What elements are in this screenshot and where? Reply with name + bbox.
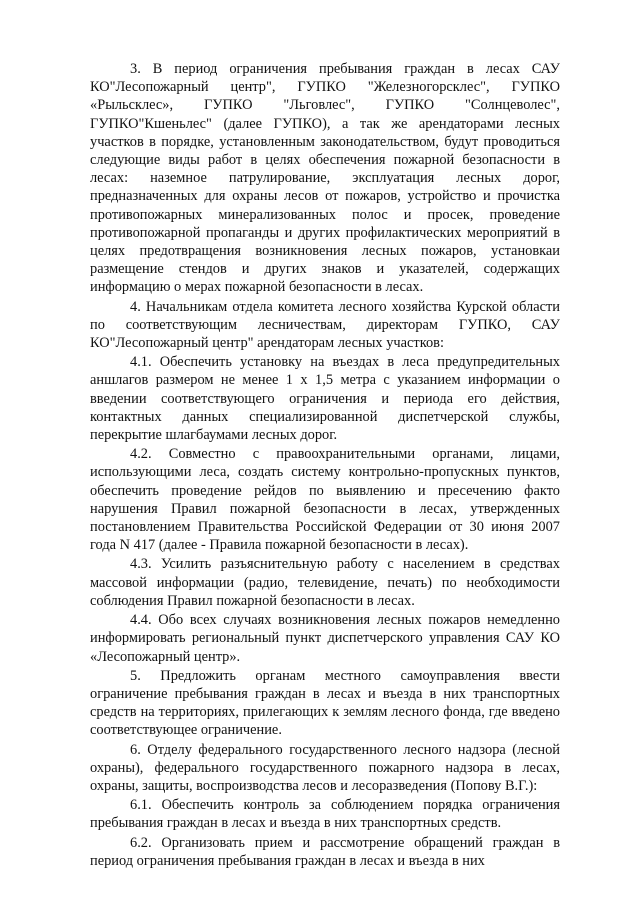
paragraph-4-4: 4.4. Обо всех случаях возникновения лесных пожаров немедленно информировать региональный пункт диспетчерского управления САУ КО «Лесопожарный центр». (90, 612, 560, 665)
paragraph-6-1: 6.1. Обеспечить контроль за соблюдением порядка ограничения пребывания граждан в лесах и въезда в них транспортных средств. (90, 797, 560, 832)
paragraph-5: 5. Предложить органам местного самоуправления ввести ограничение пребывания граждан в лесах и въезда в них транспортных средств на территориях, прилегающих к землям лесного фонда, где введено соответствующее ограничение. (90, 667, 560, 739)
paragraph-4-2: 4.2. Совместно с правоохранительными органами, лицами, использующими леса, создать систему контрольно-пропускных пунктов, обеспечить проведение рейдов по выявлению и пресечению факто нарушения Правил пожарной безопасности в лесах, утвержденных постановлением Правительства Российской Федерации от 30 июня 2007 года N 417 (далее - Правила пожарной безопасности в лесах). (90, 446, 560, 554)
document-body (90, 60, 560, 871)
paragraph-4: 4. Начальникам отдела комитета лесного хозяйства Курской области по соответствующим лесничествам, директорам ГУПКО, САУ КО"Лесопожарный центр" арендаторам лесных участков: (90, 298, 560, 352)
paragraph-6-2: 6.2. Организовать прием и рассмотрение обращений граждан в период ограничения пребывания граждан в лесах и въезда в них (90, 834, 560, 869)
paragraph-4-1: 4.1. Обеспечить установку на въездах в леса предупредительных аншлагов размером не менее 1 х 1,5 метра с указанием информации о введении соответствующего ограничения и периода его действия, контактных данных специализированной диспетчерской службы, перекрытие шлагбаумами лесных дорог. (90, 354, 560, 444)
paragraph-6: 6. Отделу федерального государственного лесного надзора (лесной охраны), федерального государственного пожарного надзора в лесах, охраны, защиты, воспроизводства лесов и лесоразведения (Попову В.Г.): (90, 741, 560, 794)
paragraph-3: 3. В период ограничения пребывания граждан в лесах САУ КО"Лесопожарный центр", ГУПКО "Железногорсклес", ГУПКО «Рыльсклес», ГУПКО "Льговлес", ГУПКО "Солнцеволес", ГУПКО"Кшеньлес" (далее ГУПКО), а так же арендаторами лесных участков в порядке, установленным законодательством, будут проводиться следующие виды работ в целях обеспечения пожарной безопасности в лесах: наземное патрулирование, эксплуатация лесных дорог, предназначенных для охраны лесов от пожаров, устройство и прочистка противопожарных минерализованных полос и просек, проведение противопожарной пропаганды и других профилактических мероприятий в целях предотвращения возникновения лесных пожаров, установкаи размещение стендов и других знаков и указателей, содержащих информацию о мерах пожарной безопасности в лесах. (90, 61, 560, 296)
paragraph-4-3: 4.3. Усилить разъяснительную работу с населением в средствах массовой информации (радио, телевидение, печать) по необходимости соблюдения Правил пожарной безопасности в лесах. (90, 556, 560, 609)
